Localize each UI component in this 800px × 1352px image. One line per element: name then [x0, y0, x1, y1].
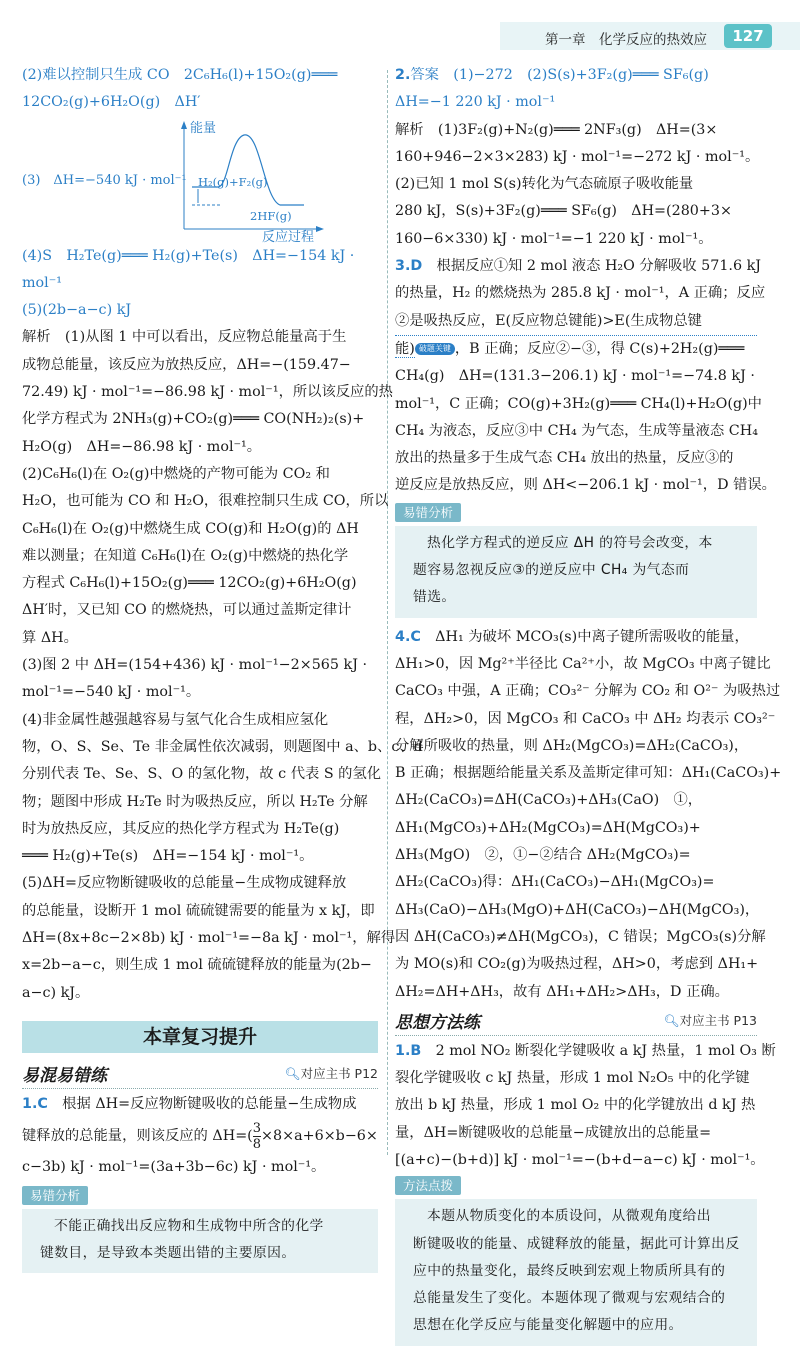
question-number: 2.: [395, 67, 411, 83]
text-line: c−3b) kJ · mol⁻¹=(3a+3b−6c) kJ · mol⁻¹。: [22, 1159, 326, 1176]
text-line: H₂O(g) ΔH=−86.98 kJ · mol⁻¹。: [22, 438, 262, 455]
text-line: 因 ΔH(CaCO₃)≠ΔH(MgCO₃)，C 错误；MgCO₃(s)分解: [395, 928, 766, 945]
text-line: ②是吸热反应，E(反应物总键能)>E(生成物总键: [395, 308, 757, 336]
reference-text: 对应主书 P12: [300, 1066, 378, 1082]
analysis-4: [22, 707, 423, 871]
question-1: [22, 1091, 378, 1182]
tip-content: [395, 1199, 757, 1345]
text-line: 裂化学键吸收 c kJ 热量，形成 1 mol N₂O₅ 中的化学键: [395, 1070, 750, 1087]
text-line: (5)ΔH=反应物断键吸收的总能量−生成物成键释放: [22, 875, 347, 892]
reference-text: 对应主书 P13: [679, 1013, 757, 1029]
question-number: 1.: [22, 1095, 38, 1112]
text-line: 放出 b kJ 热量，形成 1 mol O₂ 中的化学键放出 d kJ 热: [395, 1097, 756, 1114]
question-number: 3.: [395, 258, 411, 275]
text-line: mol⁻¹，C 正确；CO(g)+3H₂(g)═══ CH₄(l)+H₂O(g)中: [395, 395, 762, 412]
text-line: B 正确；根据题给能量关系及盖斯定律可知：ΔH₁(CaCO₃)+: [395, 765, 782, 782]
text-line: 键数目，是导致本类题出错的主要原因。: [40, 1244, 296, 1261]
text-line: 分别代表 Te、Se、S、O 的氢化物，故 c 代表 S 的氢化: [22, 766, 382, 783]
text-line: 的热量，H₂ 的燃烧热为 285.8 kJ · mol⁻¹，A 正确；反应: [395, 285, 766, 302]
text-line: 思想在化学反应与能量变化解题中的应用。: [413, 1317, 683, 1334]
diagram-answer-3: (3) ΔH=−540 kJ · mol⁻¹: [22, 172, 187, 188]
text-line: 为 MO(s)和 CO₂(g)为吸热过程，ΔH>0，考虑到 ΔH₁+: [395, 956, 759, 973]
analysis-2: [22, 461, 389, 652]
product-label: 2HF(g): [250, 208, 292, 223]
answer-text: 答案 (1)−272 (2)S(s)+3F₂(g)═══ SF₆(g): [410, 67, 709, 83]
text-line: 根据反应①知 2 mol 液态 H₂O 分解吸收 571.6 kJ: [422, 258, 762, 275]
question-number: 4.: [395, 628, 411, 645]
text-line: ΔH₁ 为破坏 MCO₃(s)中离子键所需吸收的能量，: [420, 628, 749, 645]
text-line: (2)C₆H₆(l)在 O₂(g)中燃烧的产物可能为 CO₂ 和: [22, 465, 330, 482]
tip-box-2: [395, 503, 757, 618]
text-line: ，B 正确；反应②−③，得 C(s)+2H₂(g)═══: [454, 340, 745, 357]
text-line: 逆反应是放热反应，则 ΔH<−206.1 kJ · mol⁻¹，D 错误。: [395, 477, 776, 494]
text-line: x=2b−a−c，则生成 1 mol 硫硫键释放的能量为(2b−: [22, 957, 372, 974]
text-line: 160−6×330) kJ · mol⁻¹=−1 220 kJ · mol⁻¹。: [395, 230, 713, 247]
text-line: CaCO₃ 中强，A 正确；CO₃²⁻ 分解为 CO₂ 和 O²⁻ 为吸热过: [395, 683, 781, 700]
text-line: 题容易忽视反应③的逆反应中 CH₄ 为气态而: [413, 562, 690, 579]
text-line: (3)图 2 中 ΔH=(154+436) kJ · mol⁻¹−2×565 kJ ·: [22, 657, 368, 674]
text-line: ×8×a+6×b−6×: [261, 1128, 378, 1145]
denominator: 8: [252, 1136, 262, 1152]
exercise-bar-title: 易混易错练: [22, 1065, 107, 1086]
answer-line-4a: (4)S H₂Te(g)═══ H₂(g)+Te(s) ΔH=−154 kJ ·: [22, 247, 355, 264]
key-badge: 破题关键: [415, 343, 455, 355]
text-line: ΔH₃(MgO) ②，①−②结合 ΔH₂(MgCO₃)=: [395, 847, 691, 864]
y-axis-label: 能量: [190, 120, 217, 136]
question-4: [395, 624, 782, 1006]
reference-link[interactable]: [285, 1064, 378, 1082]
text-line: 不能正确找出反应物和生成物中所含的化学: [54, 1217, 324, 1234]
text-line: 成物总能量，该反应为放热反应，ΔH=−(159.47−: [22, 356, 351, 373]
text-line: CH₄ 为液态，反应③中 CH₄ 为气态，生成等量液态 CH₄: [395, 422, 758, 439]
right-column: [395, 62, 782, 1352]
answer-line-4b: mol⁻¹: [22, 274, 63, 291]
text-line: 放出的热量多于生成气态 CH₄ 放出的热量，反应③的: [395, 450, 734, 467]
tip-tag: 方法点拨: [395, 1176, 461, 1195]
exercise-bar-title: 思想方法练: [395, 1012, 480, 1033]
text-line: 总能量发生了变化。本题体现了微观与宏观结合的: [413, 1290, 726, 1307]
text-line: 时为放热反应，其反应的热化学方程式为 H₂Te(g): [22, 820, 340, 837]
tip-tag: 易错分析: [22, 1186, 88, 1205]
text-line: 能): [395, 340, 415, 357]
text-line: 2 mol NO₂ 断裂化学键吸收 a kJ 热量，1 mol O₃ 断: [421, 1042, 776, 1059]
tip-box-3: [395, 1176, 757, 1345]
analysis-5: [22, 870, 396, 1006]
analysis-3: [22, 652, 378, 707]
tip-content: [22, 1209, 378, 1274]
left-column: [22, 62, 423, 1279]
text-line: a−c) kJ。: [22, 984, 90, 1001]
text-line: ΔH′时，又已知 CO 的燃烧热，可以通过盖斯定律计: [22, 602, 352, 619]
text-line: ΔH₁>0，因 Mg²⁺半径比 Ca²⁺小，故 MgCO₃ 中离子键比: [395, 655, 771, 672]
fraction: [253, 1121, 261, 1152]
question-number: 1.: [395, 1042, 411, 1059]
text-line: 方程式 C₆H₆(l)+15O₂(g)═══ 12CO₂(g)+6H₂O(g): [22, 575, 357, 592]
text-line: 根据 ΔH=反应物断键吸收的总能量−生成物成: [47, 1095, 357, 1112]
text-line: 72.49) kJ · mol⁻¹=−86.98 kJ · mol⁻¹，所以该反应的热: [22, 384, 393, 401]
question-answer: D: [410, 258, 423, 275]
text-line: 错选。: [413, 589, 456, 606]
energy-diagram: [22, 119, 378, 245]
text-line: 本题从物质变化的本质设问，从微观角度给出: [427, 1208, 711, 1225]
text-line: 解析 (1)从图 1 中可以看出，反应物总能量高于生: [22, 329, 347, 346]
page-header: [0, 0, 800, 58]
text-line: 的总能量，设断开 1 mol 硫硫键需要的能量为 x kJ，即: [22, 902, 375, 919]
text-line: ΔH₂=ΔH+ΔH₃，故有 ΔH₁+ΔH₂>ΔH₃，D 正确。: [395, 983, 729, 1000]
text-line: 280 kJ，S(s)+3F₂(g)═══ SF₆(g) ΔH=(280+3×: [395, 203, 732, 220]
text-line: 难以测量；在知道 C₆H₆(l)在 O₂(g)中燃烧的热化学: [22, 547, 349, 564]
text-line: 程，ΔH₂>0，因 MgCO₃ 和 CaCO₃ 中 ΔH₂ 均表示 CO₃²⁻: [395, 710, 776, 727]
chapter-title: 第一章 化学反应的热效应: [545, 32, 707, 48]
exercise-bar-1: [22, 1059, 378, 1089]
text-line: 应中的热量变化，最终反映到宏观上物质所具有的: [413, 1262, 726, 1279]
text-line: 断键吸收的能量、成键释放的能量，据此可计算出反: [413, 1235, 740, 1252]
text-line: ΔH₁(MgCO₃)+ΔH₂(MgCO₃)=ΔH(MgCO₃)+: [395, 819, 701, 836]
question-answer: B: [410, 1042, 422, 1059]
text-line: H₂O，也可能为 CO 和 H₂O，很难控制只生成 CO，所以: [22, 493, 389, 510]
page-number: 127: [724, 24, 772, 48]
text-line: ═══ H₂(g)+Te(s) ΔH=−154 kJ · mol⁻¹。: [22, 848, 314, 865]
text-line: 键释放的总能量，则该反应的 ΔH=(: [22, 1128, 253, 1145]
text-line: ΔH=(8x+8c−2×8b) kJ · mol⁻¹=−8a kJ · mol⁻¹，解得: [22, 930, 396, 947]
tip-content: [395, 526, 757, 618]
answer-line: ΔH=−1 220 kJ · mol⁻¹: [395, 94, 556, 111]
text-line: 化学方程式为 2NH₃(g)+CO₂(g)═══ CO(NH₂)₂(s)+: [22, 411, 365, 428]
section-title: 本章复习提升: [22, 1021, 378, 1053]
column-divider: [387, 70, 388, 1155]
reactants-label: H₂(g)+F₂(g): [198, 174, 268, 189]
exercise-bar-2: [395, 1006, 757, 1036]
text-line: (4)非金属性越强越容易与氢气化合生成相应氢化: [22, 711, 329, 728]
text-line: ΔH₂(CaCO₃)得：ΔH₁(CaCO₃)−ΔH₁(MgCO₃)=: [395, 874, 715, 891]
text-line: 160+946−2×3×283) kJ · mol⁻¹=−272 kJ · mol⁻¹。: [395, 148, 760, 165]
analysis-1: [22, 324, 393, 460]
text-line: C₆H₆(l)在 O₂(g)中燃烧生成 CO(g)和 H₂O(g)的 ΔH: [22, 520, 359, 537]
numerator: 3: [252, 1120, 262, 1136]
text-line: 物，O、S、Se、Te 非金属性依次减弱，则题图中 a、b、c、d: [22, 738, 423, 755]
question-3: [395, 253, 776, 500]
answer-line-5: (5)(2b−a−c) kJ: [22, 302, 132, 319]
answer-line-2a: (2)难以控制只生成 CO 2C₆H₆(l)+15O₂(g)═══: [22, 67, 338, 83]
text-line: (2)已知 1 mol S(s)转化为气态硫原子吸收能量: [395, 176, 694, 193]
text-line: [(a+c)−(b+d)] kJ · mol⁻¹=−(b+d−a−c) kJ · mol⁻¹。: [395, 1151, 765, 1168]
answer-line-2b: 12CO₂(g)+6H₂O(g) ΔH′: [22, 94, 201, 111]
text-line: CH₄(g) ΔH=(131.3−206.1) kJ · mol⁻¹=−74.8 kJ ·: [395, 368, 755, 385]
tip-box-1: [22, 1186, 378, 1274]
text-line: mol⁻¹=−540 kJ · mol⁻¹。: [22, 684, 201, 701]
question-5: [395, 1038, 776, 1174]
text-line: 分解所吸收的热量，则 ΔH₂(MgCO₃)=ΔH₂(CaCO₃)，: [395, 737, 749, 754]
tip-tag: 易错分析: [395, 503, 461, 522]
text-line: 物；题图中形成 H₂Te 时为吸热反应，所以 H₂Te 分解: [22, 793, 368, 810]
search-icon: 🔍︎: [284, 1066, 301, 1082]
text-line: 算 ΔH。: [22, 629, 78, 646]
text-line: ΔH₂(CaCO₃)=ΔH(CaCO₃)+ΔH₃(CaO) ①，: [395, 792, 703, 809]
question-answer: C: [410, 628, 421, 645]
text-line: 量，ΔH=断键吸收的总能量−成键放出的总能量=: [395, 1124, 712, 1141]
text-line: 热化学方程式的逆反应 ΔH 的符号会改变，本: [427, 534, 713, 551]
text-line: ΔH₃(CaO)−ΔH₃(MgO)+ΔH(CaCO₃)−ΔH(MgCO₃)，: [395, 901, 760, 918]
text-line: 解析 (1)3F₂(g)+N₂(g)═══ 2NF₃(g) ΔH=(3×: [395, 121, 718, 138]
question-answer: C: [37, 1095, 48, 1112]
search-icon: 🔍︎: [663, 1013, 680, 1029]
x-axis-label: 反应过程: [262, 229, 315, 245]
reference-link[interactable]: [664, 1011, 757, 1029]
